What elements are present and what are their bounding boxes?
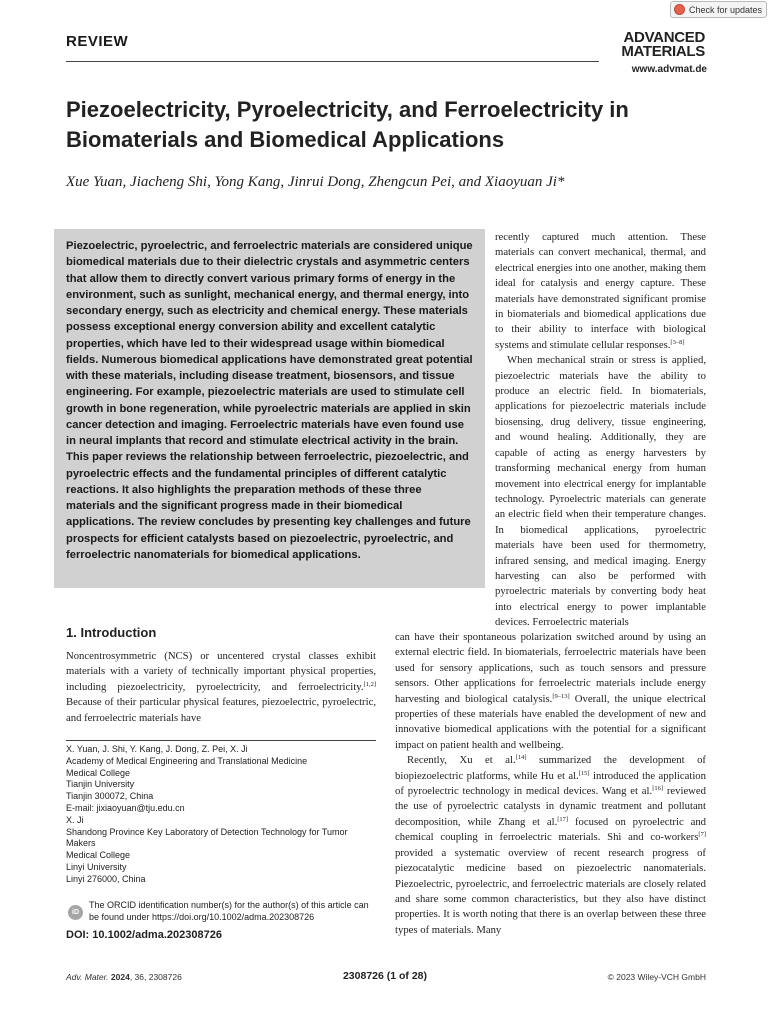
- doi-link[interactable]: DOI: 10.1002/adma.202308726: [66, 929, 222, 941]
- check-for-updates-button[interactable]: [670, 1, 767, 18]
- citation-ref[interactable]: [7]: [698, 831, 706, 839]
- affiliations: [66, 744, 376, 886]
- affiliation-divider: [66, 740, 376, 741]
- section-label: REVIEW: [66, 33, 129, 50]
- affiliation-line: Medical College: [66, 850, 131, 861]
- citation-ref[interactable]: [3–8]: [670, 338, 685, 346]
- body-paragraph: Recently, Xu et al.[14] summarized the development of biopiezoelectric platforms, while Hu et al.[15] introduced the application of pyroelectric technology in medical devices. Wang et al.[16] reviewed the use of pyroelectric catalysts in dynamic treatment and pollutant decomposition, while Zhang et al.[17] focused on pyroelectric and chemical coupling in ferroelectric materials. Shi and co-workers[7] provided a systematic overview of recent research progress of piezocatalytic medicine based on piezoelectric nanomaterials. Piezoelectric, pyroelectric, and ferroelectric materials are closely related and share some common characteristics, but they also have distinct properties. It is worth noting that there is an overlap between these three types of materials. Many: [395, 754, 707, 936]
- citation-ref[interactable]: [9–13]: [552, 692, 570, 700]
- footer-copyright: © 2023 Wiley-VCH GmbH: [607, 972, 706, 982]
- abstract-text: Piezoelectric, pyroelectric, and ferroelectric materials are considered unique biomedical materials due to their dielectric crystals and asymmetric centers that allow them to directly convert various primary forms of energy in the environment, such as sunlight, mechanical energy, and thermal energy, into secondary energy, such as electricity and chemical energy. These materials possess exceptional energy conversion ability and excellent catalytic properties, which have led to their widespread usage within biomedical fields. Numerous biomedical applications have demonstrated great potential with these materials, including disease treatment, biosensors, and tissue engineering. For example, piezoelectric materials are used to stimulate cell growth in bone regeneration, while pyroelectric materials are applied in skin cancer detection and imaging. Ferroelectric materials have even found use in neural implants that record and stimulate electrical activity in the brain. This paper reviews the relationship between ferroelectric, piezoelectric, and pyroelectric effects and the fundamental principles of different catalytic reactions. It also highlights the preparation methods of these three materials and the significant progress made in their biomedical applications. The review concludes by presenting key challenges and future prospects for efficient catalysts based on piezoelectric, pyroelectric, and ferroelectric nanomaterials for biomedical applications.: [66, 240, 473, 561]
- footer-citation: Adv. Mater. 2024, 36, 2308726: [66, 972, 182, 982]
- citation-ref[interactable]: [14]: [515, 754, 527, 762]
- check-updates-icon: [674, 4, 685, 15]
- affiliation-line: X. Yuan, J. Shi, Y. Kang, J. Dong, Z. Pei, X. Ji: [66, 744, 248, 754]
- body-paragraph: When mechanical strain or stress is applied, piezoelectric materials have the ability to produce an electric field. In biomaterials, applications for piezoelectric materials include biosensing, drug delivery, tissue engineering, and wound healing. Additionally, they are capable of acting as energy harvesters by transforming mechanical energy from human movement into electrical energy for implantable technology. Pyroelectric materials can generate an electric field when their temperature changes. In biomedical applications, pyroelectric materials have been used for thermometry, infrared sensing, and medical imaging. Energy harvesting can also be performed with pyroelectric materials by converting body heat into electrical energy to power implantable devices. Ferroelectric materials: [495, 354, 706, 629]
- author-list: Xue Yuan, Jiacheng Shi, Yong Kang, Jinrui Dong, Zhengcun Pei, and Xiaoyuan Ji*: [66, 174, 565, 190]
- introduction-text: [66, 649, 376, 726]
- affiliation-line: Linyi University: [66, 861, 127, 872]
- journal-logo-line-1: ADVANCED: [623, 29, 705, 46]
- citation-ref[interactable]: [1,2]: [363, 680, 376, 688]
- citation-ref[interactable]: [16]: [652, 785, 664, 793]
- body-paragraph: Noncentrosymmetric (NCS) or uncentered crystal classes exhibit materials with a variety of technically important physical properties, including piezoelectricity, pyroelectricity, and ferroelectricity.[1,2] Because of their particular physical features, piezoelectric, pyroelectric, and ferroelectric materials have: [66, 650, 376, 724]
- affiliation-line: X. Ji: [66, 814, 84, 825]
- wide-column-text: [395, 630, 706, 938]
- affiliation-email[interactable]: E-mail: jixiaoyuan@tju.edu.cn: [66, 802, 185, 813]
- header-divider: [66, 61, 599, 62]
- affiliation-line: Shandong Province Key Laboratory of Detection Technology for Tumor Makers: [66, 826, 348, 849]
- journal-logo-line-2: MATERIALS: [621, 43, 705, 60]
- abstract-box: [54, 229, 485, 588]
- journal-url[interactable]: www.advmat.de: [631, 64, 707, 75]
- journal-logo: [604, 31, 705, 59]
- footer-page-number: 2308726 (1 of 28): [342, 970, 428, 982]
- affiliation-line: Academy of Medical Engineering and Translational Medicine: [66, 755, 308, 766]
- orcid-note: The ORCID identification number(s) for the author(s) of this article can be found under https://doi.org/10.1002/adma.202308726: [89, 900, 369, 922]
- right-column-text: [495, 230, 706, 631]
- body-paragraph: can have their spontaneous polarization switched around by using an external electric field. In biomaterials, ferroelectric materials have been used for sensory applications, such as touch sensors and pressure sensors. Other applications for ferroelectric materials include energy harvesting and biological catalysis.[9–13] Overall, the unique electrical properties of these materials have enabled the development of new and innovative biomedical applications with the potential for a significant impact on patient health and wellbeing.: [395, 631, 706, 751]
- citation-ref[interactable]: [15]: [578, 769, 590, 777]
- check-updates-label: Check for updates: [689, 4, 763, 15]
- paper-title: Piezoelectricity, Pyroelectricity, and Ferroelectricity in Biomaterials and Biomedical Applications: [66, 97, 629, 152]
- citation-ref[interactable]: [17]: [557, 815, 569, 823]
- affiliation-line: Medical College: [66, 767, 131, 778]
- affiliation-line: Linyi 276000, China: [66, 873, 146, 884]
- affiliation-line: Tianjin 300072, China: [66, 791, 154, 802]
- affiliation-line: Tianjin University: [66, 779, 135, 790]
- orcid-icon: iD: [68, 905, 83, 920]
- body-paragraph: recently captured much attention. These materials can convert mechanical, thermal, and electrical energies into one another, making them ideal for catalysis and energy capture. These materials have demonstrated significant promise in biomaterials and biomedical applications due to their ability to interface with biological systems and stimulate cellular responses.[3–8]: [495, 231, 706, 351]
- section-heading-introduction: 1. Introduction: [66, 625, 157, 640]
